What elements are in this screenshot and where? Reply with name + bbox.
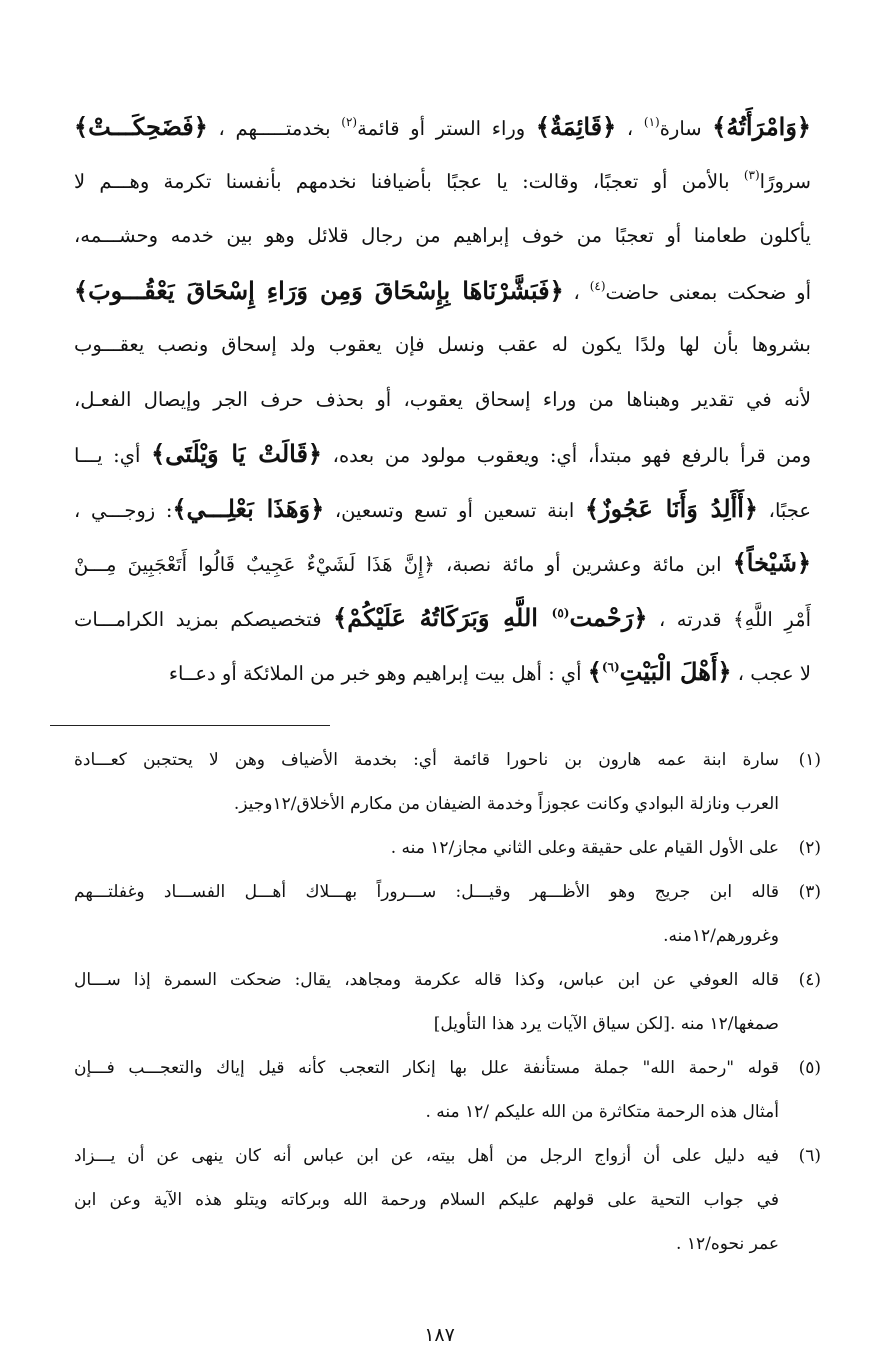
text-line: ﴿شَيْخاً﴾ ابن مائة وعشرين أو مائة نصبة، ﴿إِنَّ هَذَا لَشَيْءٌ عَجِيبٌ قَالُوا أَتَعْجَبِينَ مِـــنْ <box>74 548 811 577</box>
footnotes-block <box>74 738 821 1266</box>
quran-quote: ﴿فَضَحِكَـــتْ﴾ <box>74 112 208 141</box>
main-text-block <box>74 100 811 700</box>
footnote-line: قوله "رحمة الله" جملة مستأنفة علل بها إنكار التعجب كأنه قيل إياك والتعجـــب فـــإن <box>74 1058 779 1078</box>
quran-quote: ﴿وَامْرَأَتُهُ﴾ <box>712 112 811 141</box>
footnote-line: عمر نحوه/١٢ . <box>676 1234 779 1254</box>
footnote <box>74 738 821 826</box>
quran-quote: ﴿فَبَشَّرْنَاهَا بِإِسْحَاقَ وَمِن وَرَاءِ إِسْحَاقَ يَعْقُـــوبَ﴾ <box>74 275 564 305</box>
text-line: أو ضحكت بمعنى حاضت$^{(٤)}$ ، ﴿فَبَشَّرْنَاهَا بِإِسْحَاقَ وَمِن وَرَاءِ إِسْحَاقَ يَعْقُـــوبَ﴾ <box>74 275 811 305</box>
footnote <box>74 826 821 870</box>
page-number: ١٨٧ <box>424 1324 455 1346</box>
quran-quote: ﴿وَهَذَا بَعْلِـــي﴾ <box>172 493 325 523</box>
text-line: يأكلون طعامنا أو تعجبًا من خوف إبراهيم من رجال قلائل وهو بين خدمه وحشـــمه، <box>74 224 811 247</box>
footnote-line: قاله العوفي عن ابن عباس، وكذا قاله عكرمة ومجاهد، يقال: ضحكت السمرة إذا ســـال <box>74 970 779 990</box>
footnote-number: (٥) <box>798 1058 821 1078</box>
quran-quote: ﴿قَائِمَةٌ﴾ <box>535 112 617 141</box>
footnote-line: قاله ابن جريج وهو الأظـــهر وقيـــل: ســـروراً بهـــلاك أهـــل الفســـاد وغفلتـــهم <box>74 882 779 902</box>
footnote-line: صمغها/١٢ منه .[لكن سياق الآيات يرد هذا التأويل] <box>433 1014 779 1034</box>
footnote-marker: (١) <box>643 115 660 129</box>
footnote <box>74 958 821 1046</box>
text-line: لأنه في تقدير وهبناها من وراء إسحاق يعقوب، أو بحذف حرف الجر وإيصال الفعـل، <box>74 387 811 411</box>
footnote-line: على الأول القيام على حقيقة وعلى الثاني مجاز/١٢ منه . <box>390 838 779 858</box>
footnote-line: في جواب التحية على قولهم عليكم السلام ورحمة الله وبركاته ويتلو هذه الآية وعن ابن <box>74 1190 779 1210</box>
footnote <box>74 1134 821 1266</box>
quran-quote: ﴿أَهْلَ الْبَيْتِ$^{(٦)}$﴾ <box>587 657 732 686</box>
footnote-line: سارة ابنة عمه هارون بن ناحورا قائمة أي: بخدمة الأضياف وهن لا يحتجبن كعـــادة <box>74 750 779 770</box>
footnote-marker: (٢) <box>341 115 358 129</box>
text-line: ﴿وَامْرَأَتُهُ﴾ سارة$^{(١)}$ ، ﴿قَائِمَةٌ﴾ وراء الستر أو قائمة$^{(٢)}$ بخدمتـــــهم ، ﴿فَضَحِكَـــتْ﴾ <box>74 112 811 141</box>
footnote-number: (٣) <box>798 882 821 902</box>
text-line: عجبًا، ﴿أَأَلِدُ وَأَنَا عَجُوزٌ﴾ ابنة تسعين أو تسع وتسعين، ﴿وَهَذَا بَعْلِـــي﴾: زوجـــي ، <box>74 493 811 523</box>
footnote-number: (٢) <box>798 838 821 858</box>
text-line: أَمْرِ اللَّهِ﴾ قدرته ، ﴿رَحْمت$^{(٥)}$ اللَّهِ وَبَرَكَاتُهُ عَلَيْكُمْ﴾ فتخصيصكم بمزيد الكرامـــات <box>74 602 811 632</box>
footnote-marker: (٣) <box>743 167 760 182</box>
text-line: سرورًا$^{(٣)}$ بالأمن أو تعجبًا، وقالت: يا عجبًا بأضيافنا نخدمهم بأنفسنا تكرمة وهـــم لا <box>74 167 811 193</box>
footnote-marker: (٤) <box>589 278 606 293</box>
footnote-number: (٦) <box>798 1146 821 1166</box>
footnote-number: (٤) <box>798 970 821 990</box>
text-line: ومن قرأ بالرفع فهو مبتدأ، أي: ويعقوب مولود من بعده، ﴿قَالَتْ يَا وَيْلَتَى﴾ أي: يـــا <box>74 439 811 468</box>
footnote-marker: (٥) <box>551 605 570 620</box>
footnote-number: (١) <box>798 750 821 770</box>
footnote <box>74 1046 821 1134</box>
footnote-separator <box>50 725 330 726</box>
quran-quote: ﴿أَأَلِدُ وَأَنَا عَجُوزٌ﴾ <box>584 493 758 523</box>
quran-quote: ﴿قَالَتْ يَا وَيْلَتَى﴾ <box>151 439 322 468</box>
footnote-line: العرب ونازلة البوادي وكانت عجوزاً وخدمة الضيفان من مكارم الأخلاق/١٢وجيز. <box>233 794 779 814</box>
footnote-line: فيه دليل على أن أزواج الرجل من أهل بيته، عن ابن عباس أنه كان ينهى عن أن يـــزاد <box>74 1146 779 1166</box>
text-line: بشروها بأن لها ولدًا يكون له عقب ونسل فإن يعقوب ولد إسحاق ونصب يعقـــوب <box>74 333 811 356</box>
footnote-line: وغرورهم/١٢منه. <box>663 926 779 946</box>
text-line: لا عجب ، ﴿أَهْلَ الْبَيْتِ$^{(٦)}$﴾ أي : أهل بيت إبراهيم وهو خبر من الملائكة أو دعــاء <box>168 657 811 686</box>
footnote <box>74 870 821 958</box>
footnote-marker: (٦) <box>601 660 620 674</box>
footnote-line: أمثال هذه الرحمة متكاثرة من الله عليكم /١٢ منه . <box>425 1102 779 1122</box>
quran-quote: ﴿رَحْمت$^{(٥)}$ اللَّهِ وَبَرَكَاتُهُ عَلَيْكُمْ﴾ <box>333 602 648 632</box>
quran-quote: ﴿شَيْخاً﴾ <box>732 548 811 577</box>
